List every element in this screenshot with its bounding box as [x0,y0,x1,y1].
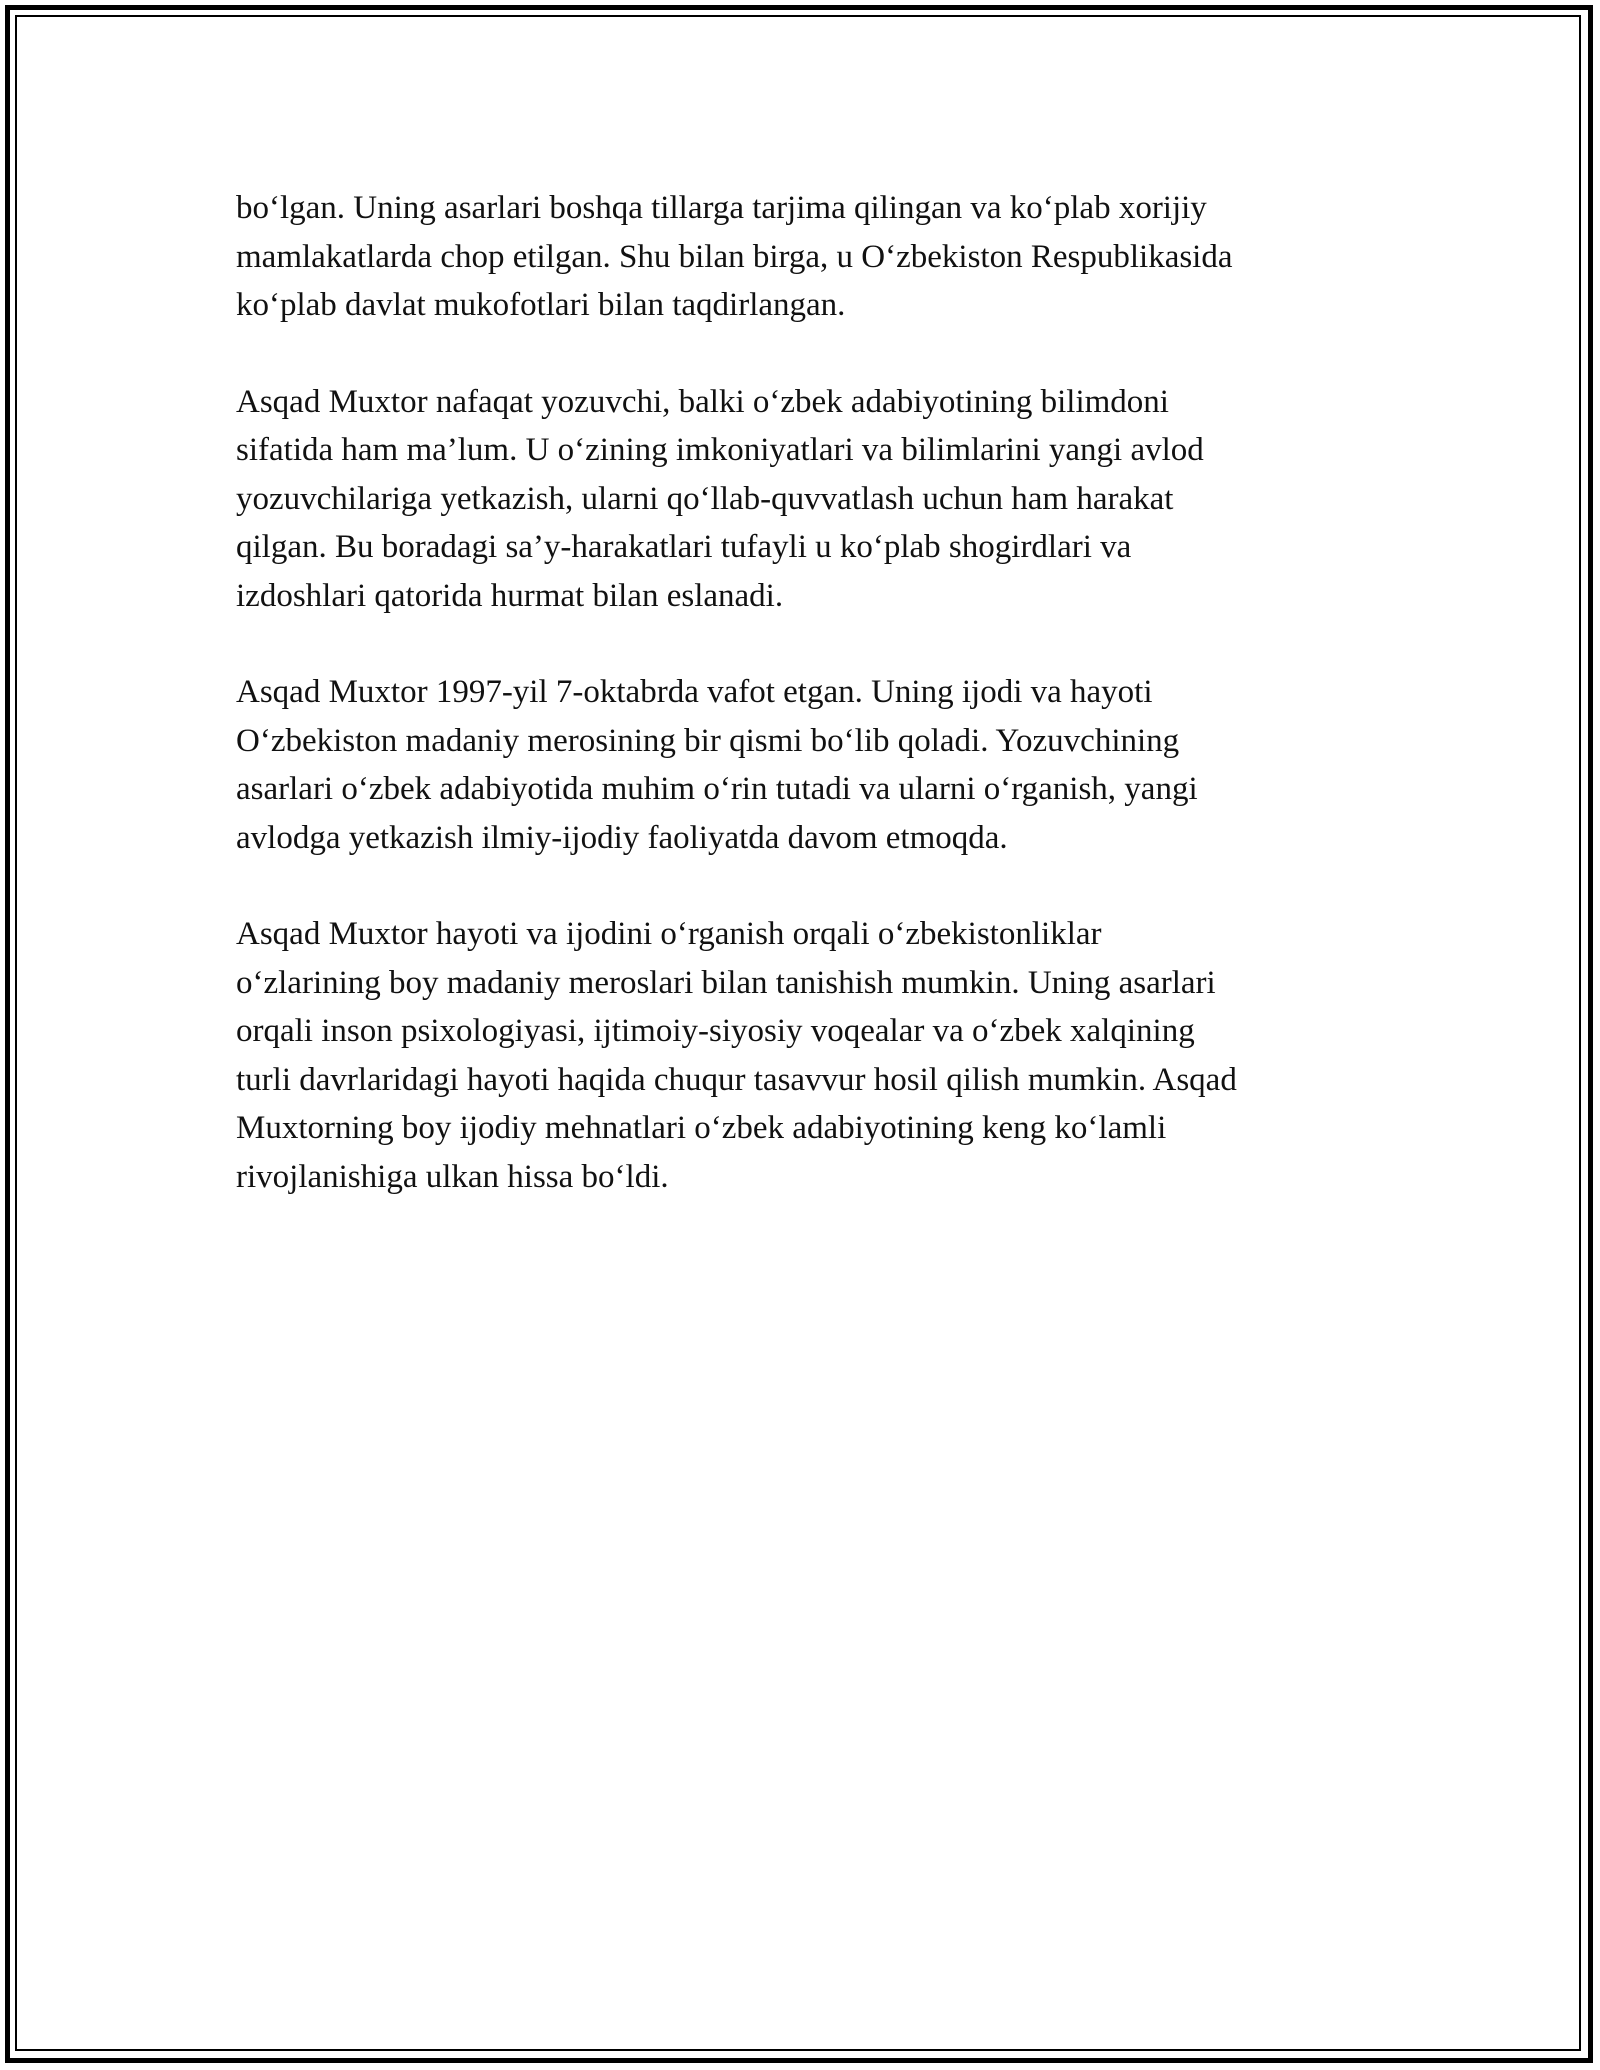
paragraph: Asqad Muxtor nafaqat yozuvchi, balki o‘zbek adabiyotining bilimdoni sifatida ham ma’lum. U o‘zining imkoniyatlari va bilimlarini yangi avlod yozuvchilariga yetkazish, ularni qo‘llab-quvvatlash uchun ham harakat qilgan. Bu boradagi sa’y-harakatlari tufayli u ko‘plab shogirdlari va izdoshlari qatorida hurmat bilan eslanadi. [236,383,1204,614]
paragraph: Asqad Muxtor hayoti va ijodini o‘rganish orqali o‘zbekistonliklar o‘zlarining boy madaniy meroslari bilan tanishish mumkin. Uning asarlari orqali inson psixologiyasi, ijtimoiy-siyosiy voqealar va o‘zbek xalqining turli davrlaridagi hayoti haqida chuqur tasavvur hosil qilish mumkin. Asqad Muxtorning boy ijodiy mehnatlari o‘zbek adabiyotining keng ko‘lamli rivojlanishiga ulkan hissa bo‘ldi. [236,916,1237,1195]
paragraph: bo‘lgan. Uning asarlari boshqa tillarga tarjima qilingan va ko‘plab xorijiy mamlakatlarda chop etilgan. Shu bilan birga, u O‘zbekiston Respublikasida ko‘plab davlat mukofotlari bilan taqdirlangan. [236,190,1233,323]
paragraph: Asqad Muxtor 1997-yil 7-oktabrda vafot etgan. Uning ijodi va hayoti O‘zbekiston madaniy merosining bir qismi bo‘lib qoladi. Yozuvchining asarlari o‘zbek adabiyotida muhim o‘rin tutadi va ularni o‘rganish, yangi avlodga yetkazish ilmiy-ijodiy faoliyatda davom etmoqda. [236,674,1198,856]
document-body [236,184,1366,1249]
